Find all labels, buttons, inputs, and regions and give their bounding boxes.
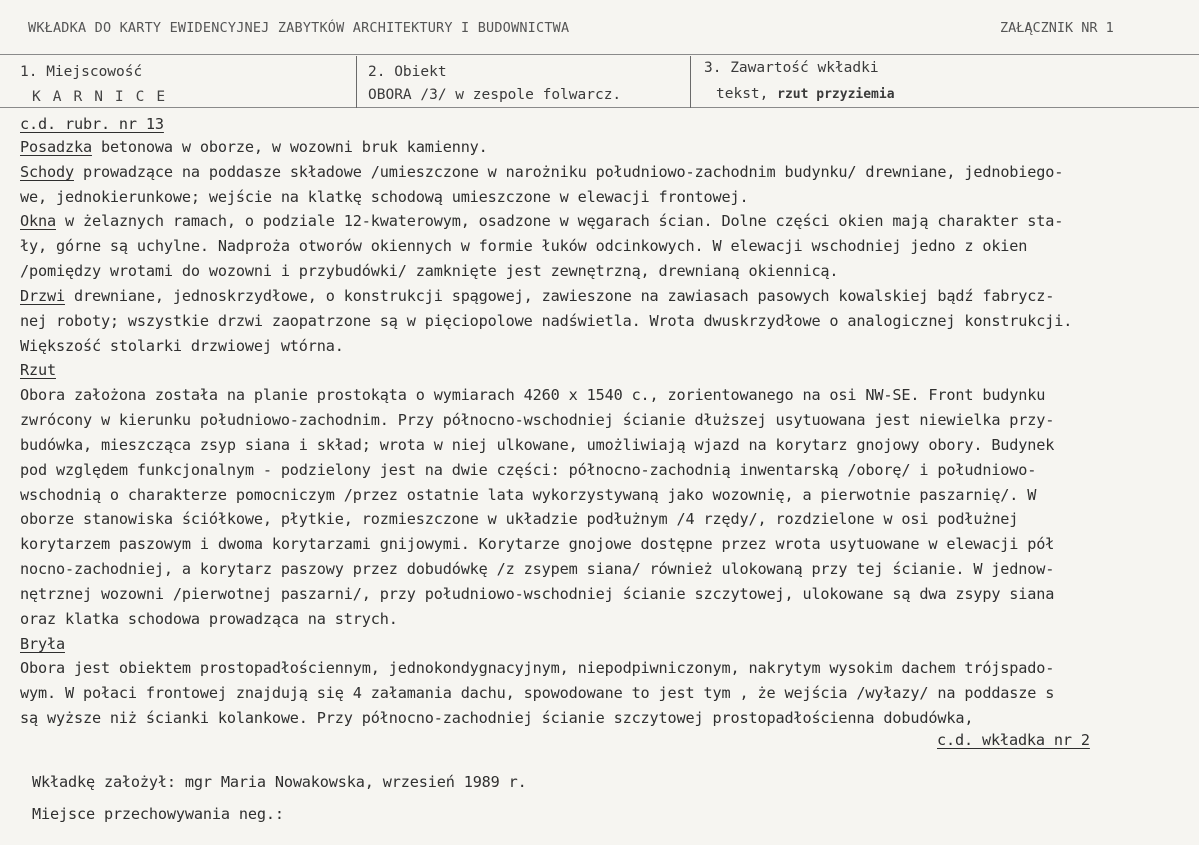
section-heading-stairs: Schody	[20, 163, 74, 181]
text-line: korytarzem paszowym i dwoma korytarzami gnijowymi. Korytarze gnojowe dostępne przez wrota usytuowane w elewacji pół	[20, 535, 1055, 553]
locality-value: KARNICE	[32, 89, 178, 105]
text-span: w żelaznych ramach, o podziale 12-kwaterowym, osadzone w węgarach ścian. Dolne części okien mają charakter sta-	[55, 212, 1064, 230]
field-separator-1	[356, 56, 357, 108]
object-label: 2. Obiekt	[368, 64, 447, 80]
text-line: ły, górne są uchylne. Nadproża otworów okiennych w formie łuków odcinkowych. W elewacji wschodniej jedno z okien	[20, 237, 1028, 255]
section-heading-floor: Posadzka	[20, 138, 92, 156]
continuation-label: c.d. rubr. nr 13	[20, 115, 164, 133]
text-line: pod względem funkcjonalnym - podzielony jest na dwie części: północno-zachodnią inwentarską /oborę/ i południowo-	[20, 461, 1037, 479]
card-title: WKŁADKA DO KARTY EWIDENCYJNEJ ZABYTKÓW ARCHITEKTURY I BUDOWNICTWA	[28, 20, 570, 36]
field-separator-2	[690, 56, 691, 108]
contents-value	[716, 86, 895, 102]
text-span: prowadzące na poddasze składowe /umieszczone w narożniku południowo-zachodnim budynku/ drewniane, jednobiego-	[73, 163, 1064, 181]
attachment-number: ZAŁĄCZNIK NR 1	[1000, 20, 1114, 36]
text-span: drewniane, jednoskrzydłowe, o konstrukcji spągowej, zawieszone na zawiasach pasowych kowalskiej bądź fabrycz-	[64, 287, 1055, 305]
text-line: we, jednokierunkowe; wejście na klatkę schodową umieszczone w elewacji frontowej.	[20, 188, 749, 206]
text-line: są wyższe niż ścianki kolankowe. Przy północno-zachodniej ścianie szczytowej prostopadłościenna dobudówka,	[20, 709, 974, 727]
text-line	[20, 287, 1054, 305]
text-line: oborze stanowiska ściółkowe, płytkie, rozmieszczone w układzie podłużnym /4 rzędy/, rozdzielone w osi podłużnej	[20, 510, 1019, 528]
text-line: /pomiędzy wrotami do wozowni i przybudówki/ zamknięte jest zewnętrzną, drewnianą okiennicą.	[20, 262, 839, 280]
locality-label: 1. Miejscowość	[20, 64, 143, 80]
section-heading-plan: Rzut	[20, 361, 56, 379]
negative-storage: Miejsce przechowywania neg.:	[32, 805, 284, 823]
text-line: nej roboty; wszystkie drzwi zaopatrzone są w pięciopolowe nadświetla. Wrota dwuskrzydłowe o analogicznej konstrukcji.	[20, 312, 1073, 330]
text-line: nocno-zachodniej, a korytarz paszowy przez dobudówkę /z zsypem siana/ również ulokowaną przy tej ścianie. W jednow-	[20, 560, 1055, 578]
continued-label: c.d. wkładka nr 2	[937, 731, 1090, 749]
text-line: Obora jest obiektem prostopadłościennym, jednokondygnacyjnym, niepodpiwniczonym, nakrytym wysokim dachem trójspado-	[20, 659, 1055, 677]
header-divider	[0, 54, 1199, 55]
section-heading-doors: Drzwi	[20, 287, 65, 305]
fields-divider	[0, 107, 1199, 108]
text-line: nętrznej wozowni /pierwotnej paszarni/, przy południowo-wschodniej ścianie szczytowej, ulokowane są dwa zsypy siana	[20, 585, 1055, 603]
object-value: OBORA /3/ w zespole folwarcz.	[368, 87, 622, 103]
section-heading-windows: Okna	[20, 212, 56, 230]
contents-plan: rzut przyziemia	[777, 87, 895, 102]
text-line: Większość stolarki drzwiowej wtórna.	[20, 337, 344, 355]
text-line	[20, 138, 488, 156]
contents-text: tekst,	[716, 86, 769, 102]
text-line	[20, 163, 1063, 181]
founded-by: Wkładkę założył: mgr Maria Nowakowska, wrzesień 1989 r.	[32, 773, 527, 791]
text-span: betonowa w oborze, w wozowni bruk kamienny.	[91, 138, 488, 156]
section-heading-form: Bryła	[20, 635, 65, 653]
text-line: wschodnią o charakterze pomocniczym /przez ostatnie lata wykorzystywaną jako wozownię, a pierwotnie paszarnię/. W	[20, 486, 1037, 504]
text-line: oraz klatka schodowa prowadząca na strych.	[20, 610, 398, 628]
text-line: wym. W połaci frontowej znajdują się 4 załamania dachu, spowodowane to jest tym , że wejścia /wyłazy/ na poddasze s	[20, 684, 1055, 702]
contents-label: 3. Zawartość wkładki	[704, 60, 879, 76]
text-line: budówka, mieszcząca zsyp siana i skład; wrota w niej ulkowane, umożliwiają wjazd na korytarz gnojowy obory. Budynek	[20, 436, 1055, 454]
text-line	[20, 212, 1063, 230]
text-line: zwrócony w kierunku południowo-zachodnim. Przy północno-wschodniej ścianie dłuższej usytuowana jest niewielka przy-	[20, 411, 1055, 429]
text-line: Obora założona została na planie prostokąta o wymiarach 4260 x 1540 c., zorientowanego na osi NW-SE. Front budynku	[20, 386, 1046, 404]
